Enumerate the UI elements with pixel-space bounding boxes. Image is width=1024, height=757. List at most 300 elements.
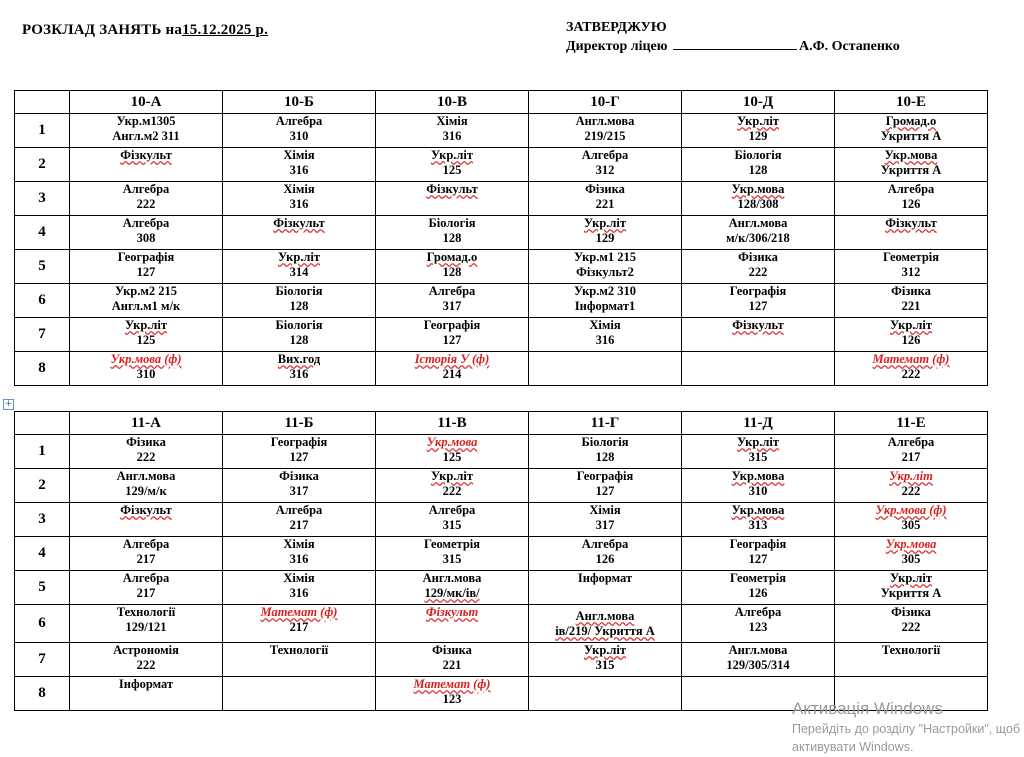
lesson-cell xyxy=(223,537,376,571)
subject: Укр.літ xyxy=(889,318,933,332)
lesson-number: 4 xyxy=(15,537,70,571)
subject: Укр.літ xyxy=(430,148,474,162)
subject: Укр.мова xyxy=(884,148,938,162)
subject: Укр.м1 215 xyxy=(573,250,637,264)
room: 126 xyxy=(748,586,768,600)
subject: Англ.мова xyxy=(575,114,635,128)
subject: Укр.літ xyxy=(736,435,780,449)
lesson-cell xyxy=(835,318,988,352)
lesson-cell xyxy=(70,216,223,250)
lesson-cell xyxy=(835,469,988,503)
subject: Укр.мова (ф) xyxy=(110,352,182,366)
subject: Фізика xyxy=(585,182,625,196)
class-header: 10-Е xyxy=(835,91,988,114)
lesson-cell xyxy=(223,571,376,605)
room: 127 xyxy=(442,333,462,347)
lesson-cell xyxy=(529,435,682,469)
subject: Фізика xyxy=(738,250,778,264)
subject: Вих.год xyxy=(277,352,321,366)
subject: Укр.м1305 xyxy=(116,114,176,128)
lesson-cell xyxy=(376,182,529,216)
lesson-cell xyxy=(682,469,835,503)
room: 217 xyxy=(289,518,309,532)
room: 305 xyxy=(901,518,921,532)
subject: Фізкульт xyxy=(120,503,172,517)
room: 128 xyxy=(442,265,462,279)
subject: Фізкульт xyxy=(885,216,937,230)
room: 126 xyxy=(901,197,921,211)
lesson-cell xyxy=(376,318,529,352)
room: 222 xyxy=(901,367,921,381)
lesson-cell xyxy=(376,537,529,571)
room: 128 xyxy=(442,231,462,245)
lesson-cell xyxy=(529,469,682,503)
approval-signature-line xyxy=(566,37,900,56)
lesson-cell xyxy=(223,643,376,677)
lesson-cell xyxy=(835,352,988,386)
lesson-cell xyxy=(682,643,835,677)
lesson-cell xyxy=(223,114,376,148)
subject: Географія xyxy=(117,250,175,264)
lesson-cell xyxy=(70,469,223,503)
room: ів/219/ Укриття А xyxy=(555,624,655,638)
subject: Географія xyxy=(729,284,787,298)
room: 222 xyxy=(136,658,156,672)
watermark-line-1: Активація Windows xyxy=(792,699,943,718)
lesson-cell xyxy=(835,571,988,605)
room: 128/308 xyxy=(737,197,779,211)
room: Укриття А xyxy=(880,586,942,600)
subject: Географія xyxy=(576,469,634,483)
class-header: 11-Д xyxy=(682,412,835,435)
corner-cell xyxy=(15,91,70,114)
lesson-cell xyxy=(682,435,835,469)
subject: Фізика xyxy=(891,605,931,619)
room: 217 xyxy=(289,620,309,634)
signature-blank xyxy=(673,38,797,50)
lesson-cell xyxy=(70,182,223,216)
schedule-title xyxy=(22,22,268,39)
subject: Математ (ф) xyxy=(413,677,491,691)
lesson-number: 5 xyxy=(15,571,70,605)
room: 221 xyxy=(901,299,921,313)
lesson-number: 3 xyxy=(15,503,70,537)
subject: Астрономія xyxy=(113,643,179,657)
subject: Біологія xyxy=(734,148,782,162)
room: 308 xyxy=(136,231,156,245)
room: 316 xyxy=(289,552,309,566)
table-row xyxy=(15,571,988,605)
subject: Укр.літ xyxy=(124,318,168,332)
lesson-cell xyxy=(835,182,988,216)
subject: Хімія xyxy=(283,182,315,196)
approval-block xyxy=(566,18,900,56)
lesson-number: 5 xyxy=(15,250,70,284)
subject: Алгебра xyxy=(734,605,782,619)
table-row xyxy=(15,605,988,643)
subject: Алгебра xyxy=(122,571,170,585)
lesson-cell xyxy=(376,352,529,386)
room: 127 xyxy=(595,484,615,498)
lesson-cell xyxy=(682,216,835,250)
subject: Географія xyxy=(423,318,481,332)
lesson-number: 6 xyxy=(15,284,70,318)
lesson-cell xyxy=(70,677,223,711)
lesson-number: 1 xyxy=(15,114,70,148)
subject: Фізика xyxy=(891,284,931,298)
room: 128 xyxy=(595,450,615,464)
room: 127 xyxy=(748,299,768,313)
lesson-cell xyxy=(70,352,223,386)
lesson-cell xyxy=(529,182,682,216)
subject: Укр.літ xyxy=(277,250,321,264)
lesson-cell xyxy=(529,571,682,605)
lesson-number: 4 xyxy=(15,216,70,250)
lesson-cell xyxy=(529,352,682,386)
room: 128 xyxy=(289,333,309,347)
schedule-table-grade-10 xyxy=(14,90,988,386)
room: 221 xyxy=(442,658,462,672)
watermark-line-3: активувати Windows. xyxy=(792,740,914,754)
lesson-cell xyxy=(529,605,682,643)
lesson-cell xyxy=(529,677,682,711)
lesson-cell xyxy=(223,435,376,469)
class-header: 11-Е xyxy=(835,412,988,435)
subject: Укр.літ xyxy=(583,216,627,230)
corner-cell xyxy=(15,412,70,435)
lesson-cell xyxy=(70,250,223,284)
subject: Інформат xyxy=(118,677,174,691)
lesson-cell xyxy=(682,571,835,605)
subject: Технології xyxy=(116,605,176,619)
subject: Алгебра xyxy=(581,537,629,551)
subject: Алгебра xyxy=(887,182,935,196)
room: 222 xyxy=(748,265,768,279)
room: Інформат1 xyxy=(574,299,636,313)
approval-name: А.Ф. Остапенко xyxy=(798,39,900,54)
room: 129 xyxy=(748,129,768,143)
subject: Алгебра xyxy=(887,435,935,449)
table-row xyxy=(15,643,988,677)
table-row xyxy=(15,537,988,571)
table-row xyxy=(15,284,988,318)
room: 125 xyxy=(136,333,156,347)
subject: Математ (ф) xyxy=(872,352,950,366)
room: 128 xyxy=(748,163,768,177)
room: 127 xyxy=(289,450,309,464)
table-row xyxy=(15,216,988,250)
subject: Фізкульт xyxy=(732,318,784,332)
title-prefix: РОЗКЛАД ЗАНЯТЬ на xyxy=(22,22,183,38)
subject: Укр.мова xyxy=(731,182,785,196)
lesson-cell xyxy=(376,571,529,605)
room: 123 xyxy=(748,620,768,634)
subject: Біологія xyxy=(428,216,476,230)
subject: Географія xyxy=(270,435,328,449)
subject: Хімія xyxy=(283,148,315,162)
room: 127 xyxy=(136,265,156,279)
lesson-cell xyxy=(682,250,835,284)
lesson-cell xyxy=(223,148,376,182)
subject: Укр.літ xyxy=(583,643,627,657)
lesson-cell xyxy=(376,435,529,469)
lesson-cell xyxy=(70,284,223,318)
subject: Укр.літ xyxy=(889,571,933,585)
room: 310 xyxy=(136,367,156,381)
subject: Алгебра xyxy=(122,182,170,196)
subject: Укр.літ xyxy=(430,469,474,483)
room: 317 xyxy=(442,299,462,313)
subject: Хімія xyxy=(283,537,315,551)
room: 127 xyxy=(748,552,768,566)
room: 316 xyxy=(289,197,309,211)
lesson-cell xyxy=(376,148,529,182)
room: 126 xyxy=(595,552,615,566)
lesson-cell xyxy=(835,284,988,318)
table-row xyxy=(15,435,988,469)
class-header: 11-В xyxy=(376,412,529,435)
lesson-cell xyxy=(376,284,529,318)
lesson-cell xyxy=(70,643,223,677)
table-row xyxy=(15,469,988,503)
lesson-cell xyxy=(835,503,988,537)
subject: Алгебра xyxy=(122,537,170,551)
room: 222 xyxy=(901,620,921,634)
approval-title: ЗАТВЕРДЖУЮ xyxy=(566,20,667,35)
approval-role: Директор ліцею xyxy=(566,39,668,54)
subject: Укр.мова xyxy=(731,503,785,517)
class-header: 10-Г xyxy=(529,91,682,114)
subject: Укр.мова xyxy=(426,435,478,449)
room: 126 xyxy=(901,333,921,347)
subject: Геометрія xyxy=(882,250,940,264)
lesson-cell xyxy=(223,605,376,643)
lesson-cell xyxy=(70,503,223,537)
room: Укриття А xyxy=(880,163,942,177)
lesson-cell xyxy=(835,537,988,571)
lesson-cell xyxy=(682,318,835,352)
lesson-cell xyxy=(529,318,682,352)
subject: Біологія xyxy=(581,435,629,449)
subject: Хімія xyxy=(589,503,621,517)
lesson-cell xyxy=(70,318,223,352)
room: 129/м/к xyxy=(125,484,167,498)
lesson-cell xyxy=(223,182,376,216)
lesson-cell xyxy=(835,643,988,677)
subject: Хімія xyxy=(589,318,621,332)
lesson-cell xyxy=(682,148,835,182)
subject: Алгебра xyxy=(122,216,170,230)
room: 129/мк/ів/ xyxy=(424,586,480,600)
lesson-number: 6 xyxy=(15,605,70,643)
room: Англ.м1 м/к xyxy=(111,299,181,313)
subject: Технології xyxy=(269,643,329,657)
room: 310 xyxy=(748,484,768,498)
room: 316 xyxy=(289,586,309,600)
subject: Укр.м2 215 xyxy=(114,284,178,298)
lesson-cell xyxy=(529,148,682,182)
room: 313 xyxy=(748,518,768,532)
table-row xyxy=(15,503,988,537)
header-row xyxy=(15,412,988,435)
subject: Англ.мова xyxy=(575,609,635,623)
room: 312 xyxy=(901,265,921,279)
lesson-cell xyxy=(682,537,835,571)
class-header: 11-А xyxy=(70,412,223,435)
subject: Математ (ф) xyxy=(260,605,338,619)
room: 305 xyxy=(901,552,921,566)
subject: Хімія xyxy=(283,571,315,585)
subject: Фізика xyxy=(126,435,166,449)
room: 222 xyxy=(136,450,156,464)
lesson-cell xyxy=(376,605,529,643)
room: 129 xyxy=(595,231,615,245)
subject: Географія xyxy=(729,537,787,551)
lesson-number: 8 xyxy=(15,677,70,711)
room: 314 xyxy=(289,265,309,279)
room: 222 xyxy=(442,484,462,498)
room: 129/305/314 xyxy=(726,658,790,672)
subject: Англ.мова xyxy=(728,643,788,657)
room: 315 xyxy=(442,552,462,566)
lesson-cell xyxy=(529,537,682,571)
subject: Укр.мова (ф) xyxy=(875,503,947,517)
lesson-cell xyxy=(682,182,835,216)
lesson-cell xyxy=(376,677,529,711)
room: 310 xyxy=(289,129,309,143)
room: 315 xyxy=(748,450,768,464)
room: 217 xyxy=(136,586,156,600)
subject: Англ.мова xyxy=(116,469,176,483)
lesson-cell xyxy=(529,216,682,250)
room: Фізкульт2 xyxy=(576,265,634,279)
class-header: 11-Г xyxy=(529,412,682,435)
room: 125 xyxy=(442,450,462,464)
class-header: 11-Б xyxy=(223,412,376,435)
subject: Біологія xyxy=(275,318,323,332)
room: 217 xyxy=(136,552,156,566)
lesson-number: 2 xyxy=(15,148,70,182)
lesson-cell xyxy=(70,435,223,469)
room: 217 xyxy=(901,450,921,464)
lesson-cell xyxy=(223,216,376,250)
class-header: 10-Б xyxy=(223,91,376,114)
room: 316 xyxy=(442,129,462,143)
room: 316 xyxy=(595,333,615,347)
lesson-cell xyxy=(376,643,529,677)
lesson-cell xyxy=(682,114,835,148)
lesson-number: 3 xyxy=(15,182,70,216)
lesson-cell xyxy=(223,352,376,386)
subject: Геометрія xyxy=(729,571,787,585)
subject: Фізика xyxy=(279,469,319,483)
lesson-cell xyxy=(376,503,529,537)
room: 128 xyxy=(289,299,309,313)
header-row xyxy=(15,91,988,114)
subject: Громад.о xyxy=(885,114,937,128)
subject: Геометрія xyxy=(423,537,481,551)
lesson-cell xyxy=(223,284,376,318)
subject: Алгебра xyxy=(581,148,629,162)
table-move-handle-icon[interactable]: + xyxy=(4,399,13,409)
subject: Біологія xyxy=(275,284,323,298)
lesson-cell xyxy=(223,250,376,284)
lesson-cell xyxy=(70,114,223,148)
lesson-cell xyxy=(682,352,835,386)
class-header: 10-В xyxy=(376,91,529,114)
lesson-cell xyxy=(835,114,988,148)
room: 316 xyxy=(289,367,309,381)
subject: Укр.мова xyxy=(731,469,785,483)
subject: Хімія xyxy=(436,114,468,128)
lesson-cell xyxy=(529,503,682,537)
lesson-cell xyxy=(529,250,682,284)
schedule-table-grade-11 xyxy=(14,411,988,711)
subject: Технології xyxy=(881,643,941,657)
lesson-cell xyxy=(223,469,376,503)
lesson-cell xyxy=(223,503,376,537)
table-row xyxy=(15,114,988,148)
room: 315 xyxy=(595,658,615,672)
subject: Інформат xyxy=(577,571,633,585)
lesson-number: 7 xyxy=(15,643,70,677)
room: м/к/306/218 xyxy=(726,231,790,245)
subject: Англ.мова xyxy=(728,216,788,230)
table-row xyxy=(15,352,988,386)
lesson-cell xyxy=(376,469,529,503)
title-date: 15.12.2025 р. xyxy=(182,22,269,38)
subject: Алгебра xyxy=(428,284,476,298)
room: 312 xyxy=(595,163,615,177)
windows-activation-watermark xyxy=(792,698,1020,756)
subject: Укр.літ xyxy=(889,469,933,483)
subject: Фізкульт xyxy=(273,216,325,230)
lesson-number: 8 xyxy=(15,352,70,386)
lesson-cell xyxy=(529,643,682,677)
subject: Громад.о xyxy=(426,250,478,264)
lesson-cell xyxy=(376,250,529,284)
room: 221 xyxy=(595,197,615,211)
lesson-cell xyxy=(70,148,223,182)
room: Укриття А xyxy=(880,129,942,143)
table-row xyxy=(15,182,988,216)
room: 219/215 xyxy=(584,129,626,143)
subject: Алгебра xyxy=(428,503,476,517)
room: 222 xyxy=(136,197,156,211)
class-header: 10-А xyxy=(70,91,223,114)
subject: Алгебра xyxy=(275,503,323,517)
lesson-cell xyxy=(70,605,223,643)
table-row xyxy=(15,148,988,182)
subject: Англ.мова xyxy=(422,571,482,585)
subject: Укр.мова xyxy=(885,537,937,551)
table-row xyxy=(15,318,988,352)
lesson-cell xyxy=(529,114,682,148)
lesson-number: 1 xyxy=(15,435,70,469)
lesson-cell xyxy=(529,284,682,318)
room: 214 xyxy=(442,367,462,381)
room: 222 xyxy=(901,484,921,498)
lesson-cell xyxy=(835,435,988,469)
subject: Фізика xyxy=(432,643,472,657)
subject: Фізкульт xyxy=(425,605,479,619)
lesson-cell xyxy=(835,605,988,643)
table-row xyxy=(15,250,988,284)
subject: Алгебра xyxy=(275,114,323,128)
lesson-cell xyxy=(835,216,988,250)
subject: Укр.літ xyxy=(736,114,780,128)
lesson-cell xyxy=(223,318,376,352)
